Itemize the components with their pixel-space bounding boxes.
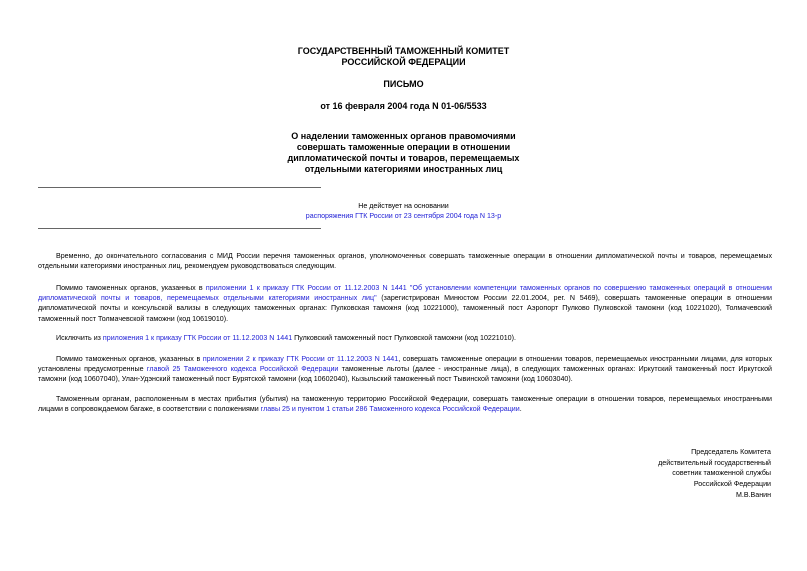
paragraph-5-text-b: . [519, 405, 522, 414]
bottom-divider [38, 228, 321, 229]
paragraph-5-text-a: Таможенным органам, расположенным в местах прибытия (убытия) на таможенную территорию Российской Федерации, совершать таможенные операции в отношении товаров, перемещаемых иностранными лицами в сопровождаемом багаже, в соответствии с положениями [38, 395, 772, 414]
issuer-line-1: ГОСУДАРСТВЕННЫЙ ТАМОЖЕННЫЙ КОМИТЕТ [297, 46, 510, 56]
status-notice-link[interactable]: распоряжения ГТК России от 23 сентября 2004 года N 13-р [305, 212, 502, 220]
paragraph-3-text-b: Пулковский таможенный пост Пулковской таможни (код 10221010). [292, 334, 516, 342]
subject-line-3: дипломатической почты и товаров, перемещаемых [287, 153, 520, 163]
paragraph-4-text-a: Помимо таможенных органов, указанных в [56, 355, 203, 363]
issuer-line-2: РОССИЙСКОЙ ФЕДЕРАЦИИ [341, 57, 466, 67]
paragraph-4-text-c: таможенные льготы (далее - иностранные лица), в следующих таможенных органах: Иркутский таможенный пост Иркутской таможни (код 10607040), Улан-Удэнский таможенный пост Бурятской таможни (код 10602040), Кызыльский таможенный пост Тывинской таможни (код 10603040). [38, 365, 772, 384]
paragraph-4 [38, 354, 772, 385]
subject-line-1: О наделении таможенных органов правомочиями [291, 131, 516, 141]
paragraph-2-text-a: Помимо таможенных органов, указанных в [56, 284, 206, 292]
paragraph-3-link-order-1441-annex-1[interactable]: приложения 1 к приказу ГТК России от 11.12.2003 N 1441 [102, 334, 293, 342]
signature-position: Председатель Комитета [691, 448, 771, 456]
signature-rank-line-3: Российской Федерации [693, 480, 771, 489]
status-notice-text: Не действует на основании [358, 202, 449, 210]
signatory-name: М.В.Ванин [735, 490, 771, 499]
paragraph-5 [38, 394, 772, 414]
document-date-number: от 16 февраля 2004 года N 01-06/5533 [320, 101, 487, 111]
paragraph-4-link-order-1441-annex-2[interactable]: приложении 2 к приказу ГТК России от 11.12.2003 N 1441 [202, 355, 399, 363]
document-type: ПИСЬМО [383, 79, 424, 89]
paragraph-2-text-b: (зарегистрирован Минюстом России 22.01.2004, рег. N 5469), совершать таможенные операции в отношении дипломатической почты и консульской вализы в следующих таможенных органах: Пулковская таможня (код 10221000), таможенный пост Аэропорт Пулково Пулковской таможни (код 10221020), Толмачевский таможенный пост Толмачевской таможни (код 10619010). [38, 294, 772, 323]
paragraph-4-link-customs-code-ch25[interactable]: главой 25 Таможенного кодекса Российской Федерации [146, 365, 339, 374]
paragraph-2 [38, 283, 772, 324]
top-divider [38, 187, 321, 188]
status-notice-row [0, 211, 807, 221]
paragraph-2-link-order-1441-annex-1[interactable]: приложении 1 к приказу ГТК России от 11.12.2003 N 1441 "Об установлении компетенции таможенных органов по совершению таможенных операций в отношении дипломатической почты и товаров, перемещаемых отдельными категориями иностранных лиц" [38, 284, 772, 303]
subject-line-4: отдельными категориями иностранных лиц [304, 164, 503, 174]
paragraph-5-link-customs-code-art286[interactable]: главы 25 и пунктом 1 статьи 286 Таможенного кодекса Российской Федерации [260, 405, 520, 414]
signature-rank-line-1: действительный государственный [658, 458, 771, 467]
subject-line-2: совершать таможенные операции в отношении [296, 142, 511, 152]
paragraph-3-text-a: Исключить из [56, 334, 103, 342]
signature-rank-line-2: советник таможенной службы [672, 469, 771, 478]
paragraph-1: Временно, до окончательного согласования с МИД России перечня таможенных органов, уполномоченных совершать таможенные операции в отношении дипломатической почты и товаров, перемещаемых отдельными категориями иностранных лиц, рекомендуем руководствоваться следующим. [38, 252, 772, 271]
paragraph-4-text-b: , совершать таможенные операции в отношении товаров, перемещаемых иностранными лицами, для которых установлены предусмотренные [38, 355, 773, 374]
paragraph-3 [38, 333, 772, 343]
signature-block [658, 447, 771, 501]
